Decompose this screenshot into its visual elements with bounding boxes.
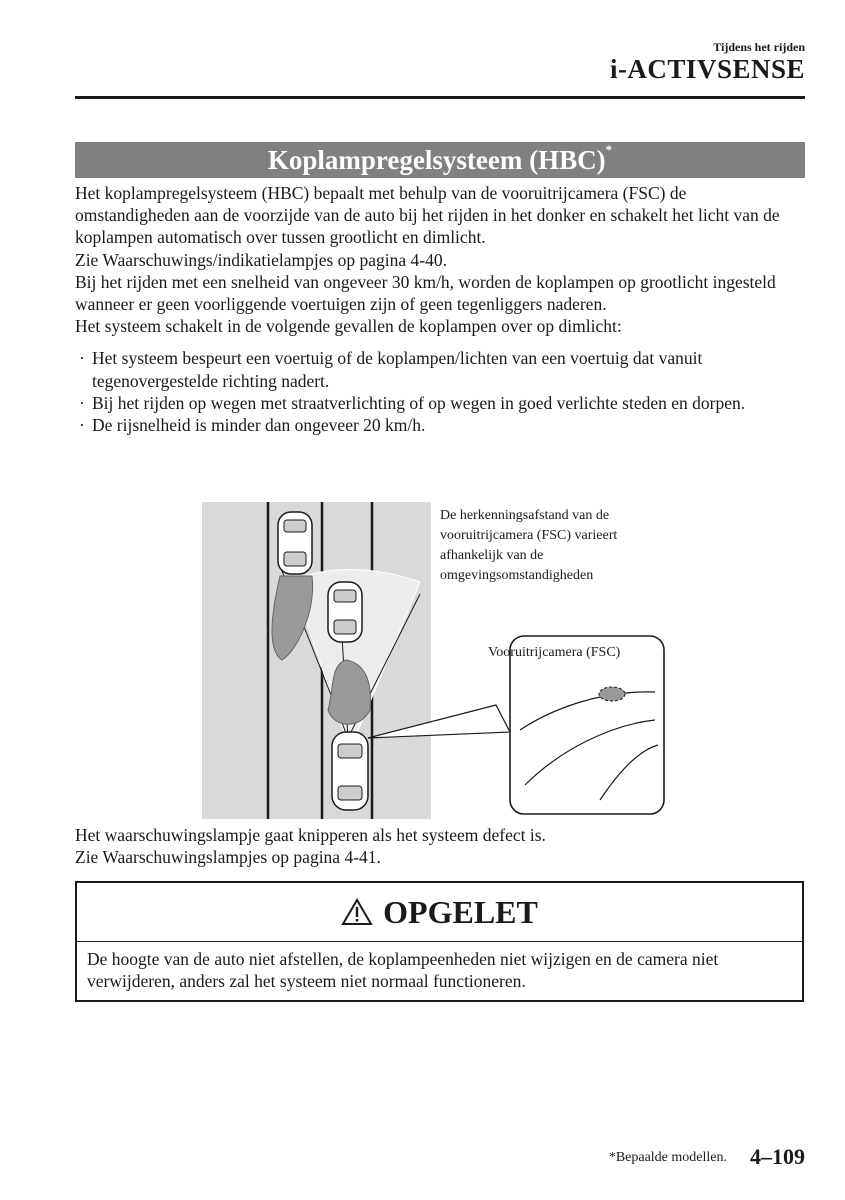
chapter-title: i-ACTIVSENSE (609, 54, 805, 84)
car-window (338, 744, 362, 758)
section-label: Tijdens het rijden (713, 40, 805, 54)
list-item-text: Het systeem bespeurt een voertuig of de koplampen/lichten van een voertuig dat vanuit tegenovergestelde richting nadert. (92, 348, 703, 391)
paragraph: Het systeem schakelt in de volgende gevallen de koplampen over op dimlicht: (75, 316, 622, 337)
list-item-text: Bij het rijden op wegen met straatverlichting of op wegen in goed verlichte steden en dorpen. (92, 392, 746, 413)
bullet-dot: · (79, 348, 85, 369)
body-text (75, 182, 805, 436)
camera-label: Vooruitrijcamera (FSC) (488, 645, 621, 660)
range-caption-line: De herkenningsafstand van de (440, 508, 610, 523)
paragraph: Bij het rijden met een snelheid van ongeveer 30 km/h, worden de koplampen op grootlicht ingesteld wanneer er geen voorliggende voertuigen zijn of geen tegenliggers naderen. (75, 271, 776, 315)
car-window (334, 620, 356, 634)
range-caption (440, 506, 670, 586)
model-footnote-mark: * (605, 142, 613, 157)
caution-heading (77, 883, 802, 942)
page-title (75, 142, 805, 178)
paragraph: Het koplampregelsysteem (HBC) bepaalt met behulp van de vooruitrijcamera (FSC) de omstandigheden aan de voorzijde van de auto bij het rijden in het donker en schakelt het licht van de koplampen automatisch over tussen grootlicht en dimlicht. (75, 183, 780, 248)
range-caption-line: vooruitrijcamera (FSC) varieert (440, 528, 618, 543)
road-surface (202, 502, 431, 819)
warning-triangle-icon (341, 898, 373, 926)
paragraph: Zie Waarschuwingslampjes op pagina 4-41. (75, 847, 381, 868)
footnote: *Bepaalde modellen. (608, 1150, 727, 1165)
camera-unit (599, 687, 625, 701)
bullet-dot: · (79, 392, 85, 413)
page-title-text: Koplampregelsysteem (HBC) (267, 145, 606, 175)
car-window (334, 590, 356, 602)
bullet-dot: · (79, 415, 85, 436)
range-caption-line: afhankelijk van de (440, 548, 544, 563)
caution-title: OPGELET (383, 893, 538, 930)
hbc-illustration (200, 500, 670, 820)
car-window (284, 552, 306, 566)
paragraph: Het waarschuwingslampje gaat knipperen als het systeem defect is. (75, 825, 546, 845)
list-item (75, 347, 805, 391)
range-caption-line: omgevingsomstandigheden (440, 568, 594, 583)
bullet-list (75, 347, 805, 436)
caution-box (75, 881, 804, 1002)
list-item (75, 414, 805, 436)
page-number: 4–109 (750, 1144, 805, 1169)
paragraph: Zie Waarschuwings/indikatielampjes op pagina 4-40. (75, 249, 447, 270)
after-figure-text (75, 824, 805, 868)
caution-text: De hoogte van de auto niet afstellen, de koplampeenheden niet wijzigen en de camera niet verwijderen, anders zal het systeem niet normaal functioneren. (87, 949, 719, 992)
car-window (284, 520, 306, 532)
car-window (338, 786, 362, 800)
header-divider (75, 96, 805, 99)
list-item-text: De rijsnelheid is minder dan ongeveer 20 km/h. (92, 415, 426, 436)
list-item (75, 392, 805, 414)
